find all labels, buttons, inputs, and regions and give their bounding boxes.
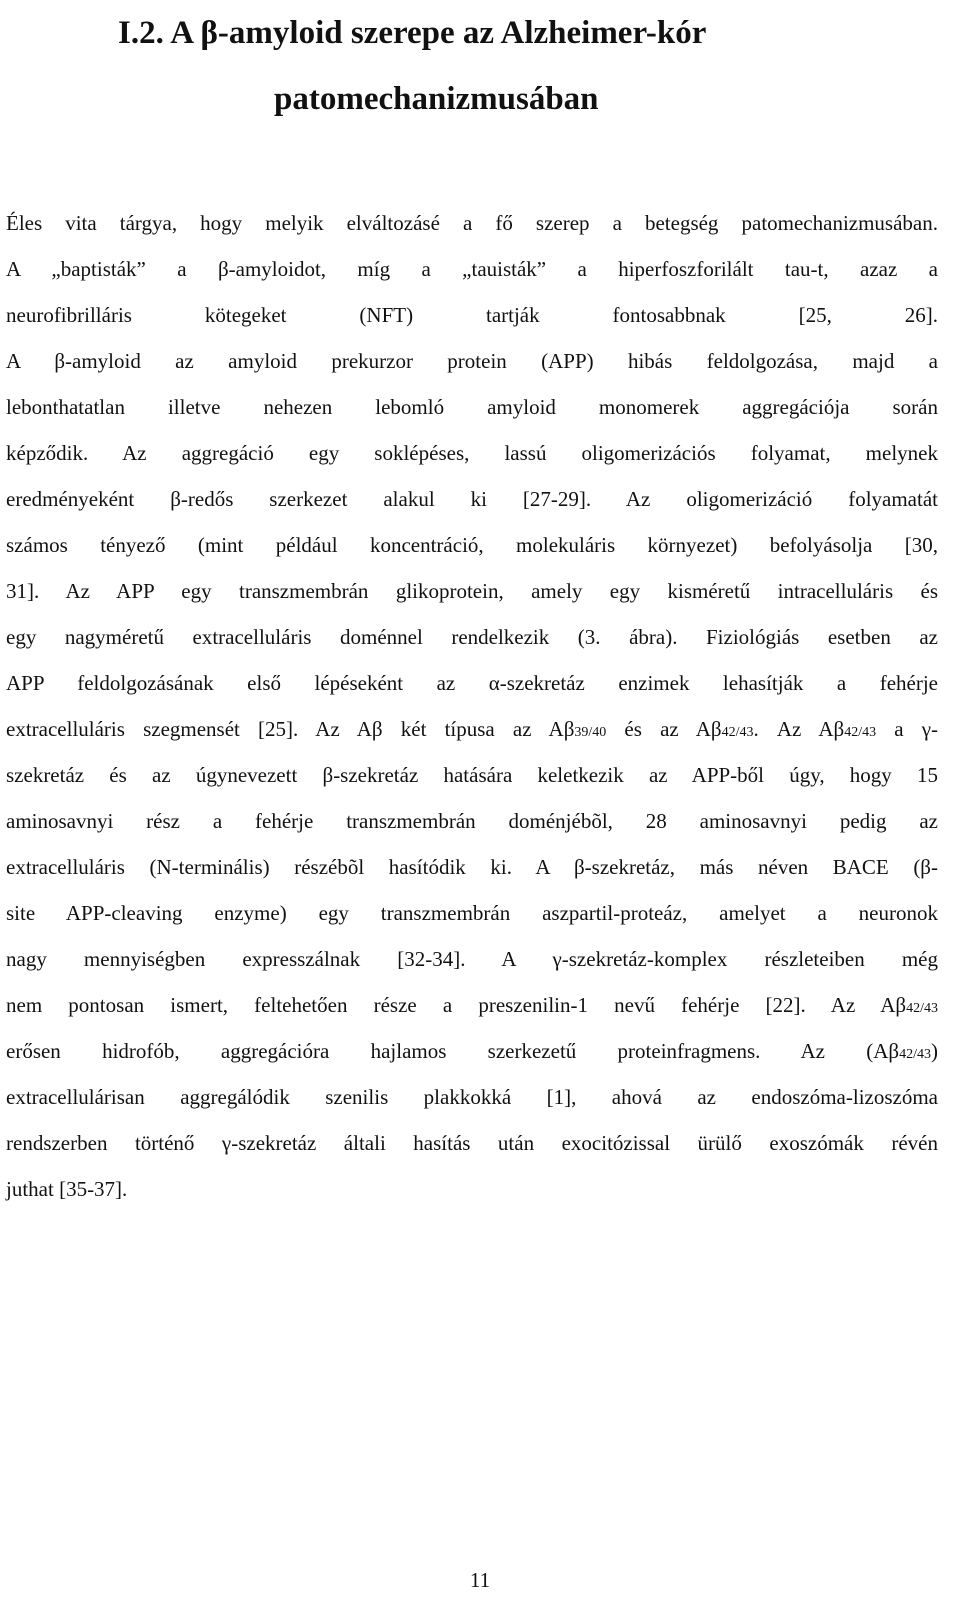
- text-line: [6, 384, 938, 430]
- text-segment: nem pontosan ismert, feltehetően része a preszenilin-1 nevű fehérje [22]. Az Aβ: [6, 993, 907, 1017]
- text-line: [6, 568, 938, 614]
- page-number: 11: [469, 1568, 491, 1592]
- text-segment: APP feldolgozásának első lépéseként az α-szekretáz enzimek lehasítják a fehérje: [6, 671, 938, 695]
- text-segment: szekretáz és az úgynevezett β-szekretáz hatására keletkezik az APP-ből úgy, hogy 15: [6, 763, 938, 787]
- text-segment: a γ-: [876, 717, 939, 741]
- text-line: [6, 430, 938, 476]
- text-segment: rendszerben történő γ-szekretáz általi hasítás után exocitózissal ürülő exoszómák révén: [6, 1131, 938, 1155]
- text-segment: eredményeként β-redős szerkezet alakul ki [27-29]. Az oligomerizáció folyamatát: [6, 487, 938, 511]
- body-paragraphs: [6, 200, 938, 1212]
- text-line: [6, 338, 938, 384]
- text-segment: extracelluláris (N-terminális) részébõl hasítódik ki. A β-szekretáz, más néven BACE (β-: [6, 855, 938, 879]
- text-segment: site APP-cleaving enzyme) egy transzmembrán aszpartil-proteáz, amelyet a neuronok: [6, 901, 938, 925]
- text-segment: nagy mennyiségben expresszálnak [32-34]. A γ-szekretáz-komplex részleteiben még: [6, 947, 938, 971]
- text-segment: lebonthatatlan illetve nehezen lebomló amyloid monomerek aggregációja során: [6, 395, 938, 419]
- text-segment: 31]. Az APP egy transzmembrán glikoprotein, amely egy kisméretű intracelluláris és: [6, 579, 938, 603]
- subscript: 42/43: [906, 1001, 938, 1016]
- text-segment: juthat [35-37].: [6, 1177, 128, 1201]
- text-segment: extracelluláris szegmensét [25]. Az Aβ két típusa az Aβ: [6, 717, 575, 741]
- text-line: [6, 1074, 938, 1120]
- text-line: [6, 1166, 938, 1212]
- text-line: [6, 752, 938, 798]
- subscript: 42/43: [721, 725, 754, 740]
- text-line: [6, 246, 938, 292]
- text-segment: A „baptisták” a β-amyloidot, míg a „tauisták” a hiperfoszforilált tau-t, azaz a: [6, 257, 938, 281]
- text-segment: ): [931, 1039, 938, 1063]
- text-line: [6, 1028, 938, 1074]
- text-line: [6, 1120, 938, 1166]
- subscript: 42/43: [899, 1047, 931, 1062]
- text-segment: neurofibrilláris kötegeket (NFT) tartják fontosabbnak [25, 26].: [6, 303, 938, 327]
- text-segment: . Az Aβ: [753, 717, 845, 741]
- text-segment: számos tényező (mint például koncentráció, molekuláris környezet) befolyásolja [30,: [6, 533, 938, 557]
- text-line: [6, 292, 938, 338]
- section-heading-line-1: I.2. A β-amyloid szerepe az Alzheimer-kór: [118, 15, 707, 51]
- text-segment: aminosavnyi rész a fehérje transzmembrán doménjébõl, 28 aminosavnyi pedig az: [6, 809, 938, 833]
- text-line: [6, 200, 938, 246]
- text-line: [6, 522, 938, 568]
- text-line: [6, 982, 938, 1028]
- text-segment: A β-amyloid az amyloid prekurzor protein (APP) hibás feldolgozása, majd a: [6, 349, 938, 373]
- section-heading: [118, 0, 918, 132]
- subscript: 42/43: [844, 725, 877, 740]
- text-segment: és az Aβ: [606, 717, 722, 741]
- text-line: [6, 614, 938, 660]
- text-line: [6, 798, 938, 844]
- text-line: [6, 936, 938, 982]
- text-line: [6, 706, 938, 752]
- subscript: 39/40: [574, 725, 607, 740]
- section-heading-line-2: patomechanizmusában: [274, 81, 599, 117]
- text-segment: képződik. Az aggregáció egy soklépéses, lassú oligomerizációs folyamat, melynek: [6, 441, 938, 465]
- text-line: [6, 476, 938, 522]
- text-line: [6, 660, 938, 706]
- text-line: [6, 844, 938, 890]
- text-segment: egy nagyméretű extracelluláris doménnel rendelkezik (3. ábra). Fiziológiás esetben az: [6, 625, 938, 649]
- text-segment: Éles vita tárgya, hogy melyik elváltozásé a fő szerep a betegség patomechanizmusában.: [6, 211, 938, 235]
- text-segment: erősen hidrofób, aggregációra hajlamos szerkezetű proteinfragmens. Az (Aβ: [6, 1039, 900, 1063]
- text-segment: extracellulárisan aggregálódik szenilis plakkokká [1], ahová az endoszóma-lizoszóma: [6, 1085, 938, 1109]
- text-line: [6, 890, 938, 936]
